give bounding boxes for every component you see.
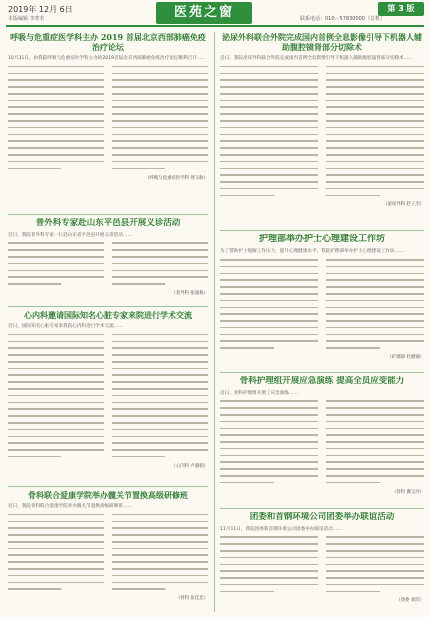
article-byline: （心内科 卢淑娟） <box>171 463 208 469</box>
article-pulmonary-forum <box>8 32 208 212</box>
article-lead: 近日，我院普外科专家一行赴山东省平邑县开展义诊活动…… <box>8 232 133 238</box>
article-title: 骨科联合爱康学院举办髋关节置换高级研修班 <box>28 490 188 500</box>
issue-date: 2019年 12月 6日 <box>8 5 73 14</box>
article-byline: （护理部 杜薇锦） <box>387 354 424 360</box>
article-lead: 近日，骨科护理组开展了应急演练…… <box>220 390 299 396</box>
article-title: 呼吸与危重症医学科主办 2019 首届北京西部肺癌免疫治疗论坛 <box>10 32 206 52</box>
article-lead: 11月11日，我院团委和首钢环境公司团委举办联谊活动…… <box>220 526 342 532</box>
article-nursing-workshop <box>220 234 424 370</box>
article-urology-robot <box>220 32 424 228</box>
article-youth-league <box>220 512 424 612</box>
masthead-title: 医苑之窗 <box>156 2 252 24</box>
article-title: 心内科邀请国际知名心脏专家来院进行学术交流 <box>24 310 192 320</box>
article-lead: 近日，国际知名心脏专家来我院心内科进行学术交流…… <box>8 324 123 329</box>
article-byline: （骨科 冀宝沙） <box>391 489 424 495</box>
page-header <box>0 0 430 20</box>
article-title: 护理部举办护士心理建设工作坊 <box>258 234 385 244</box>
article-lead: 近日，我院泌尿外科联合外院完成国内首例全息影像引导下机器人辅助腹腔镜肾部分切除术…… <box>220 56 413 61</box>
article-cardiology-exchange <box>8 310 208 484</box>
article-lead: 为了帮助护士缓解工作压力，提升心理健康水平，我院护理部举办护士心理建设工作坊…… <box>220 249 404 255</box>
contact-phone: 联系电话：010－57830000（总机） <box>300 16 385 22</box>
page-editor: 本版编辑 李菁若 <box>8 16 45 22</box>
article-orthopedic-course <box>8 490 208 612</box>
article-title: 骨科护理组开展应急演练 提高全员应变能力 <box>239 376 405 386</box>
article-byline: （普外科 张迪栋） <box>171 290 208 296</box>
article-lead: 近日，我院骨科联合爱康学院举办髋关节置换高级研修班…… <box>8 504 133 509</box>
article-body-col-1 <box>8 66 104 175</box>
article-surgery-clinic <box>8 218 208 304</box>
article-byline: （泌尿外科 赵子杰） <box>383 202 424 208</box>
article-byline: （团委 刘洋） <box>396 598 424 604</box>
article-title: 泌尿外科联合外院完成国内首例全息影像引导下机器人辅助腹腔镜肾部分切除术 <box>222 32 422 52</box>
page-number-badge: 第 3 版 <box>378 2 424 16</box>
article-lead: 10月31日，由我院呼吸与危重症医学科主办的2019首届北京西部肺癌免疫治疗论坛顺利召开…… <box>8 56 206 61</box>
article-body-col-2 <box>112 66 208 175</box>
article-byline: （呼吸与危重症医学科 周玉舫） <box>145 176 208 182</box>
article-title: 普外科专家赴山东平邑县开展义诊活动 <box>35 218 181 228</box>
article-title: 团委和首钢环境公司团委举办联谊活动 <box>249 512 395 522</box>
header-rule <box>6 25 424 27</box>
article-byline: （骨科 张佳忠） <box>175 596 208 602</box>
article-ortho-nursing-drill <box>220 376 424 506</box>
